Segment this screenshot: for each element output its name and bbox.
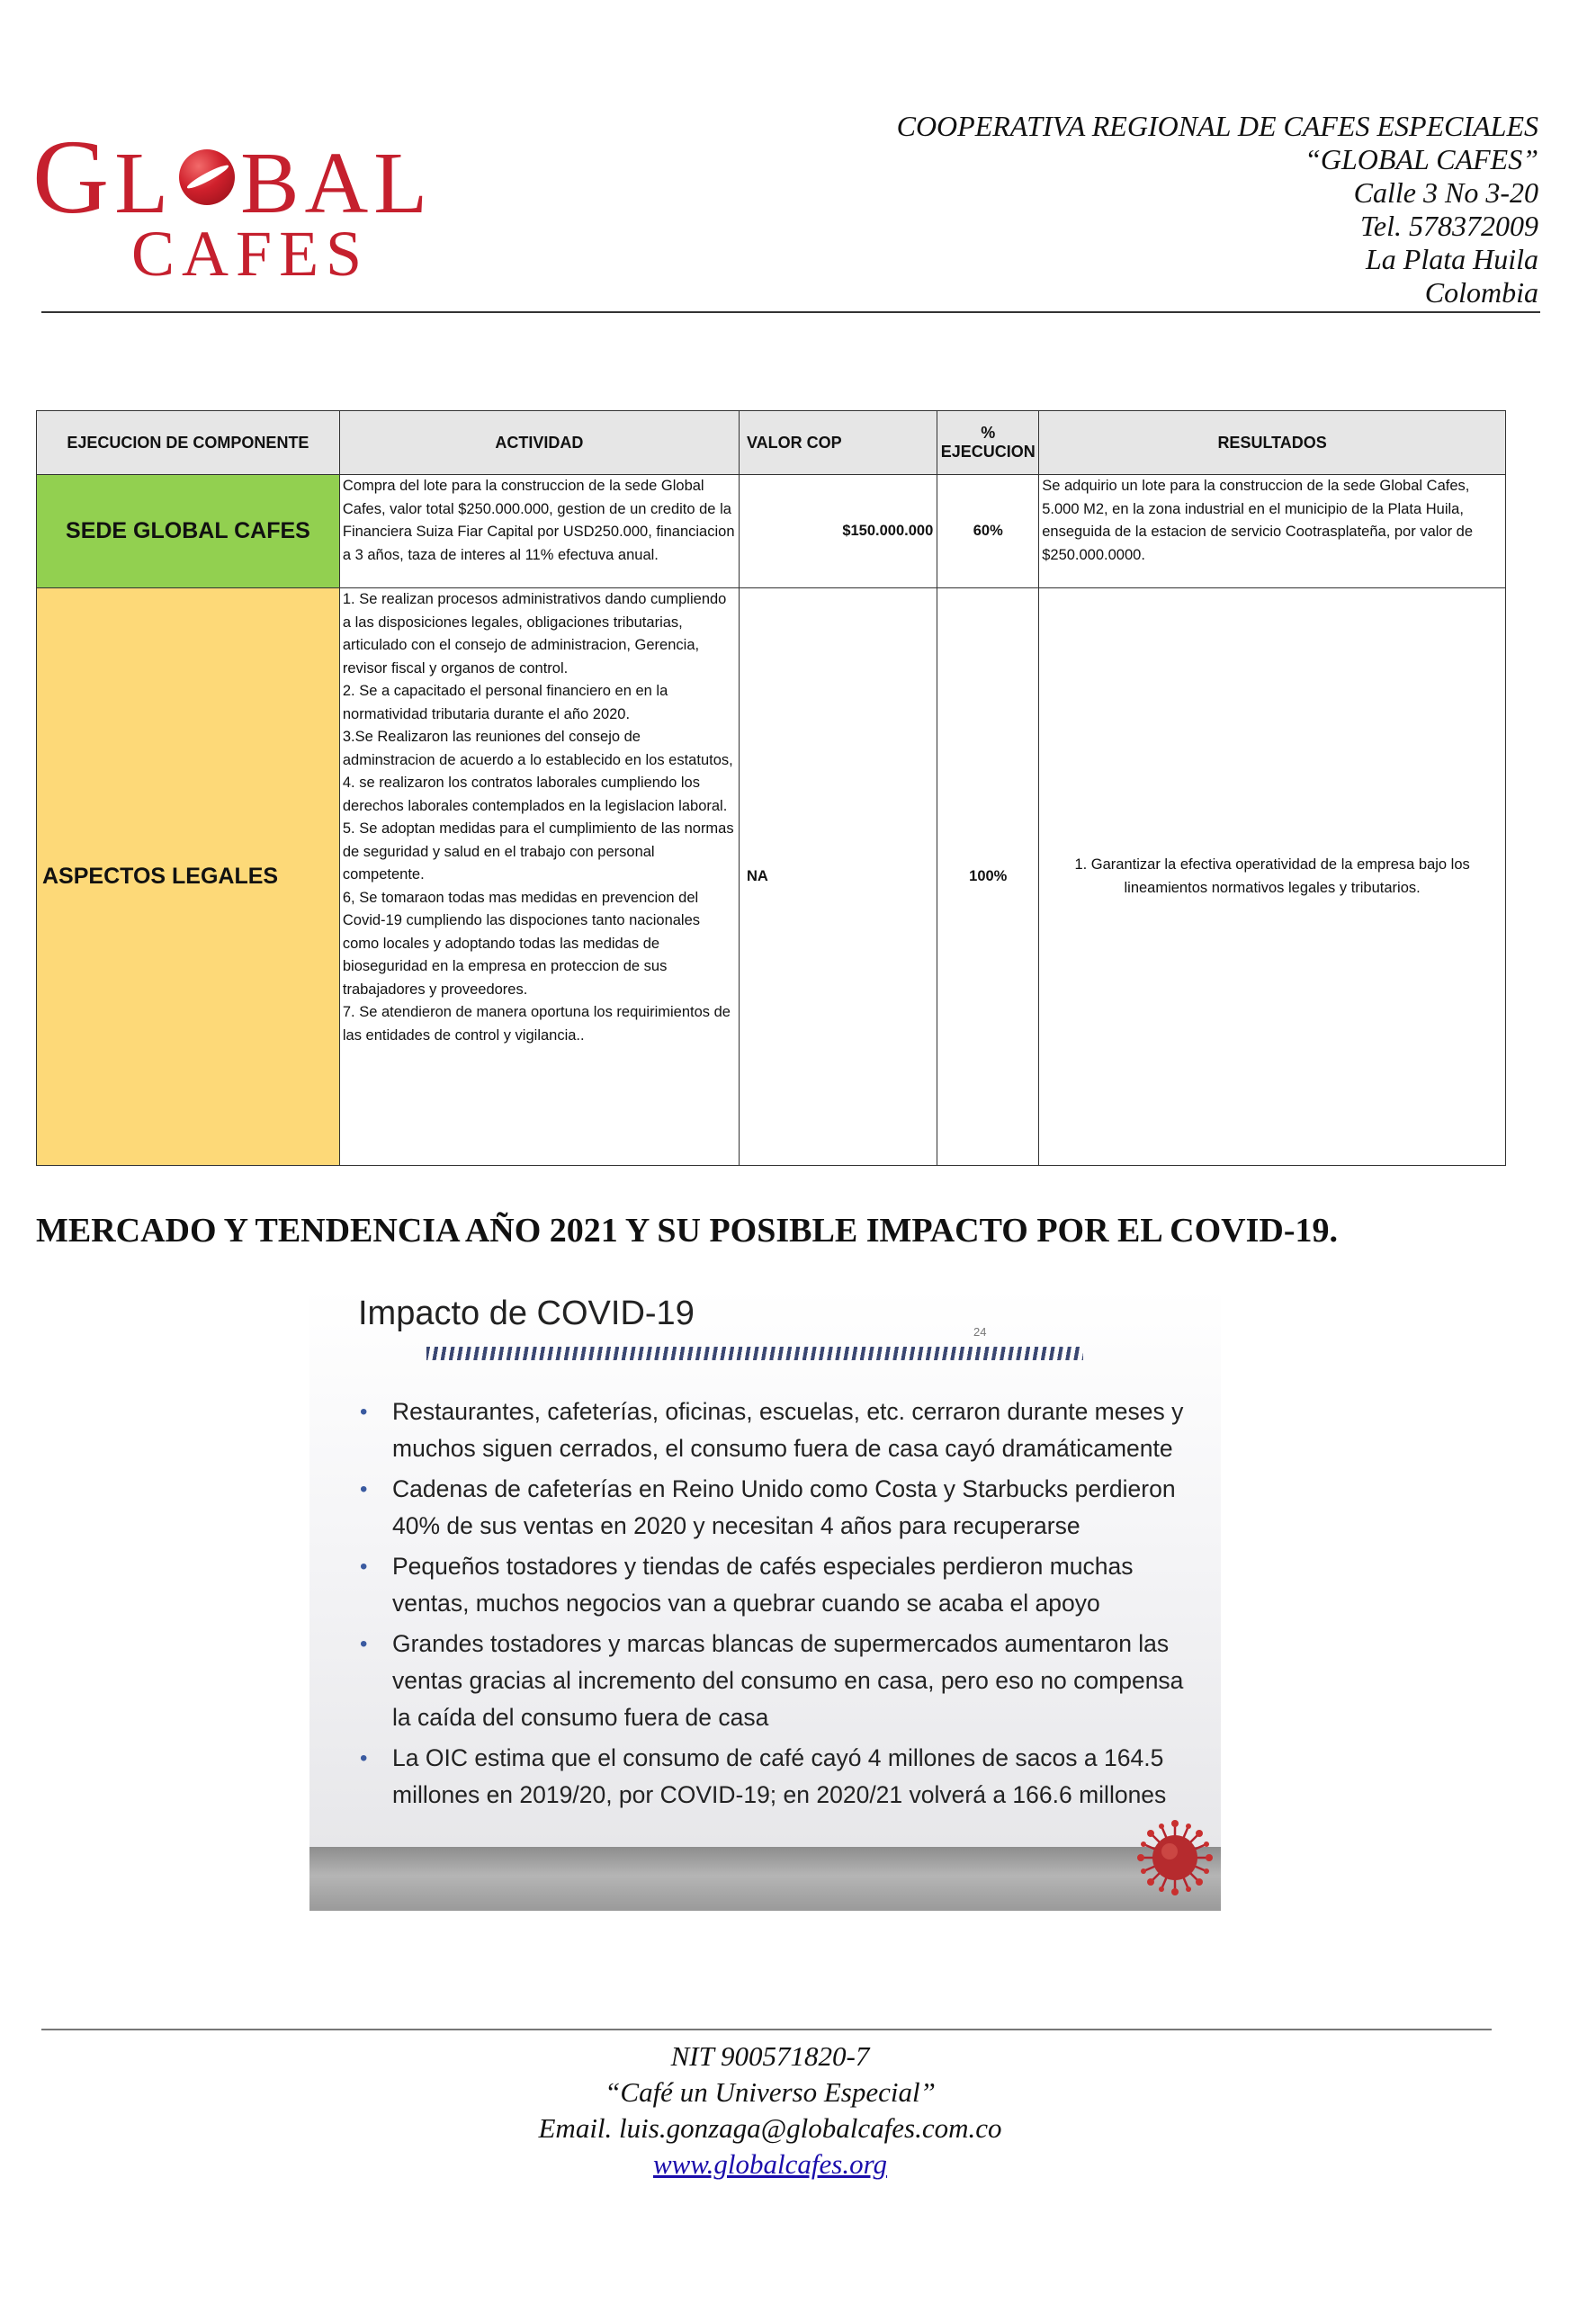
header-pct-label: EJECUCION [940,443,1036,461]
pct-cell: 60% [937,475,1039,588]
org-alias: “GLOBAL CAFES” [1305,143,1538,175]
slide-floor-band [309,1847,1221,1911]
activity-cell [339,475,739,588]
header-results: RESULTADOS [1039,411,1506,475]
activity-item: 3.Se Realizaron las reuniones del consejo de adminstracion de acuerdo a lo establecido en los estatutos, [342,729,733,768]
slide-bullet: • Cadenas de cafeterías en Reino Unido como Costa y Starbucks perdieron 40% de sus ventas en 2020 y necesitan 4 años para recuperarse [356,1471,1202,1545]
org-name: COOPERATIVA REGIONAL DE CAFES ESPECIALES [896,110,1538,142]
slide-bullet: • La OIC estima que el consumo de café cayó 4 millones de sacos a 164.5 millones en 2019/20, por COVID-19; en 2020/21 volverá a 166.6 millones [356,1740,1202,1814]
header-activity: ACTIVIDAD [339,411,739,475]
footer-block [0,2039,1540,2182]
header-value-label: VALOR COP [746,433,842,452]
header-component: EJECUCION DE COMPONENTE [37,411,340,475]
component-cell: ASPECTOS LEGALES [37,588,340,1166]
table-row [37,475,1506,588]
logo-wordmark-global: GL BAL [32,118,434,236]
activity-item: Compra del lote para la construccion de la sede Global Cafes, valor total $250.000.000, gestion de un credito de la Financiera Suiza Fiar Capital por USD250.000, financiacion a 3 años, taza de interes al 11% efectuva anual. [342,478,735,563]
results-cell: Se adquirio un lote para la construccion de la sede Global Cafes, 5.000 M2, en la zona industrial en el municipio de la Plata Huila, enseguida de la estacion de servicio Cootrasplateña, por valor de $250.000.0000. [1039,475,1506,588]
activity-item: 5. Se adoptan medidas para el cumplimiento de las normas de seguridad y salud en el trabajo con personal competente. [342,820,734,883]
org-city: La Plata Huila [1365,243,1538,275]
table-header-row [37,411,1506,475]
activity-cell [339,588,739,1166]
covid-impact-slide [309,1287,1221,1911]
pct-cell: 100% [937,588,1039,1166]
org-phone: Tel. 578372009 [1360,210,1538,242]
table-row [37,588,1506,1166]
activity-item: 2. Se a capacitado el personal financiero en en la normatividad tributaria durante el año 2020. [342,683,668,722]
footer-slogan: “Café un Universo Especial” [605,2076,936,2108]
value-cell: $150.000.000 [739,475,937,588]
footer-email: Email. luis.gonzaga@globalcafes.com.co [538,2112,1002,2144]
globe-logo-icon [179,149,235,205]
value-cell: NA [739,588,937,1166]
logo-wordmark-cafes: CAFES [131,218,370,290]
slide-page-number: 24 [973,1325,987,1339]
footer-website-link[interactable]: www.globalcafes.org [652,2148,888,2180]
header-pct-symbol: % [981,424,996,442]
header-pct [937,411,1039,475]
header-address-block [729,110,1538,309]
coronavirus-icon [1135,1818,1215,1897]
slide-bullet: • Grandes tostadores y marcas blancas de supermercados aumentaron las ventas gracias al incremento del consumo en casa, pero eso no compensa la caída del consumo fuera de casa [356,1626,1202,1736]
slide-bullet: • Pequeños tostadores y tiendas de cafés especiales perdieron muchas ventas, muchos negocios van a quebrar cuando se acaba el apoyo [356,1548,1202,1622]
header-value [739,411,937,475]
activity-item: 1. Se realizan procesos administrativos dando cumpliendo a las disposiciones legales, obligaciones tributarias, articulado con el consejo de administracion, Gerencia, revisor fiscal y organos de control. [342,591,727,677]
component-cell: SEDE GLOBAL CAFES [37,475,340,588]
activity-item: 4. se realizaron los contratos laborales cumpliendo los derechos laborales contemplados en la legislacion laboral. [342,775,728,814]
slide-bullet-list [356,1393,1202,1817]
slide-decorative-bar [426,1347,1083,1360]
footer-nit: NIT 900571820-7 [670,2040,870,2072]
header-divider [41,311,1540,313]
slide-bullet: • Restaurantes, cafeterías, oficinas, escuelas, etc. cerraron durante meses y muchos siguen cerrados, el consumo fuera de casa cayó dramáticamente [356,1393,1202,1467]
activity-item: 7. Se atendieron de manera oportuna los requirimientos de las entidades de control y vigilancia.. [342,1004,731,1044]
org-country: Colombia [1424,276,1538,309]
global-cafes-logo [32,118,434,290]
footer-divider [41,2029,1492,2030]
section-title: MERCADO Y TENDENCIA AÑO 2021 Y SU POSIBLE IMPACTO POR EL COVID-19. [36,1212,1338,1250]
execution-table [36,410,1506,1166]
org-address: Calle 3 No 3-20 [1353,176,1538,209]
activity-item: 6, Se tomaraon todas mas medidas en prevencion del Covid-19 cumpliendo las dispociones tanto nacionales como locales y adoptando todas las medidas de bioseguridad en la empresa en proteccion de sus trabajadores y proveedores. [342,889,701,998]
results-cell: 1. Garantizar la efectiva operatividad de la empresa bajo los lineamientos normativos legales y tributarios. [1039,588,1506,1166]
slide-title: Impacto de COVID-19 [358,1295,695,1332]
